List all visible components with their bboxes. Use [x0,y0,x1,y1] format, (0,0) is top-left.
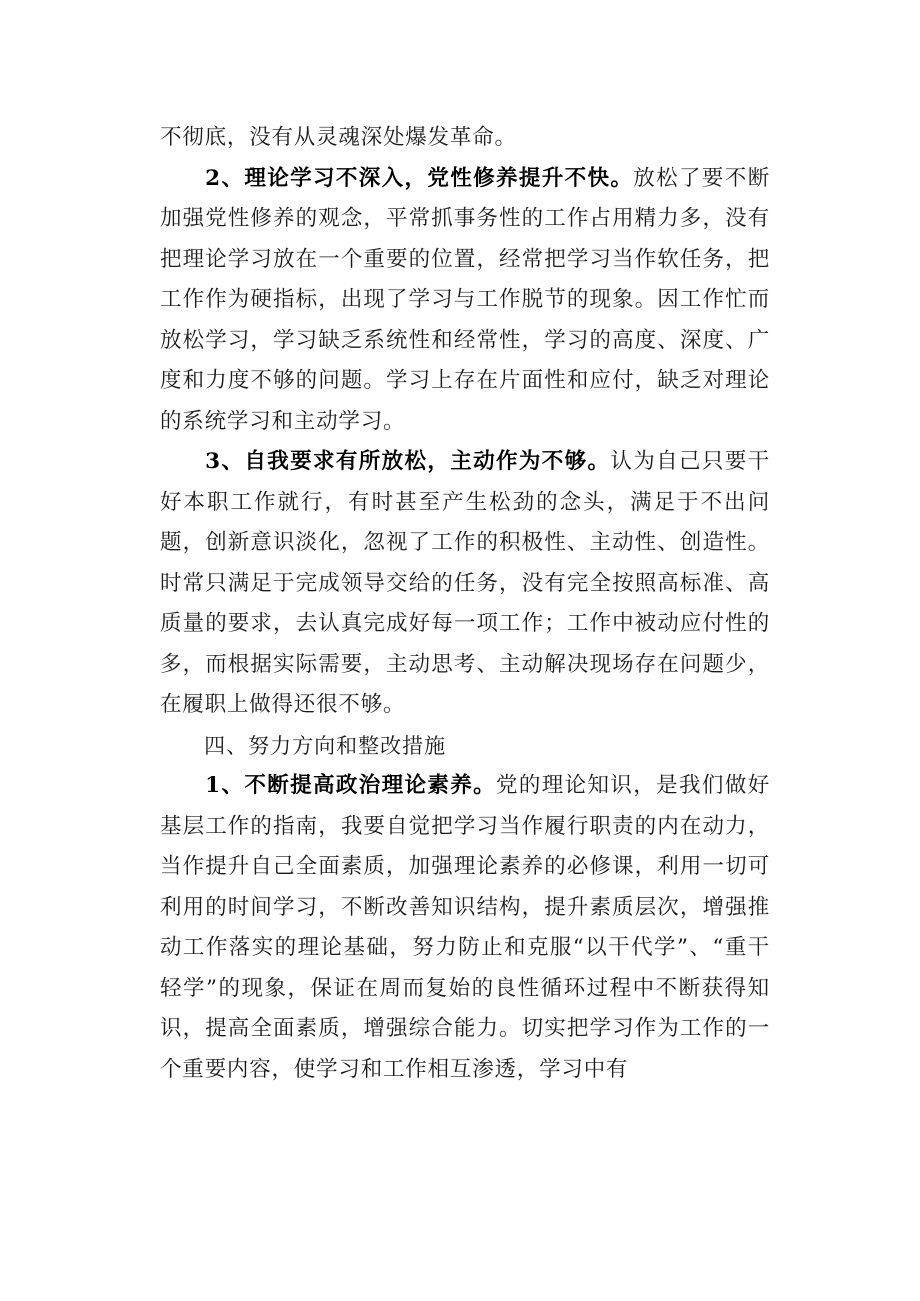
paragraph-text: 党的理论知识，是我们做好基层工作的指南，我要自觉把学习当作履行职责的内在动力，当作提升自己全面素质，加强理论素养的必修课，利用一切可利用的时间学习，不断改善知识结构，提升素质层次，增强推动工作落实的理论基础，努力防止和克服“以干代学”、“重干轻学”的现象，保证在周而复始的良性循环过程中不断获得知识，提高全面素质，增强综合能力。切实把学习作为工作的一个重要内容，使学习和工作相互渗透，学习中有 [160,773,770,1082]
paragraph-lead-bold: 3、自我要求有所放松，主动作为不够。 [205,449,611,474]
paragraph-text: 放松了要不断加强党性修养的观念，平常抓事务性的工作占用精力多，没有把理论学习放在一个重要的位置，经常把学习当作软任务，把工作作为硬指标，出现了学习与工作脱节的现象。因工作忙而放松学习，学习缺乏系统性和经常性，学习的高度、深度、广度和力度不够的问题。学习上存在片面性和应付，缺乏对理论的系统学习和主动学习。 [160,165,770,434]
paragraph-lead-bold: 2、理论学习不深入，党性修养提升不快。 [205,165,634,191]
section-heading: 四、努力方向和整改措施 [204,733,447,758]
paragraph-measure-1 [160,766,770,1090]
paragraph-item-2 [160,159,770,443]
paragraph-text: 认为自己只要干好本职工作就行，有时甚至产生松劲的念头，满足于不出问题，创新意识淡化，忽视了工作的积极性、主动性、创造性。时常只满足于完成领导交给的任务，没有完全按照高标准、高质量的要求，去认真完成好每一项工作；工作中被动应付性的多，而根据实际需要，主动思考、主动解决现场存在问题少，在履职上做得还很不够。 [160,449,770,717]
paragraph-item-3 [160,442,770,726]
document-body [160,118,770,1090]
paragraph-continuation [160,118,770,159]
paragraph-text: 不彻底，没有从灵魂深处爆发革命。 [160,125,517,150]
paragraph-lead-bold: 1、不断提高政治理论素养。 [205,773,497,798]
